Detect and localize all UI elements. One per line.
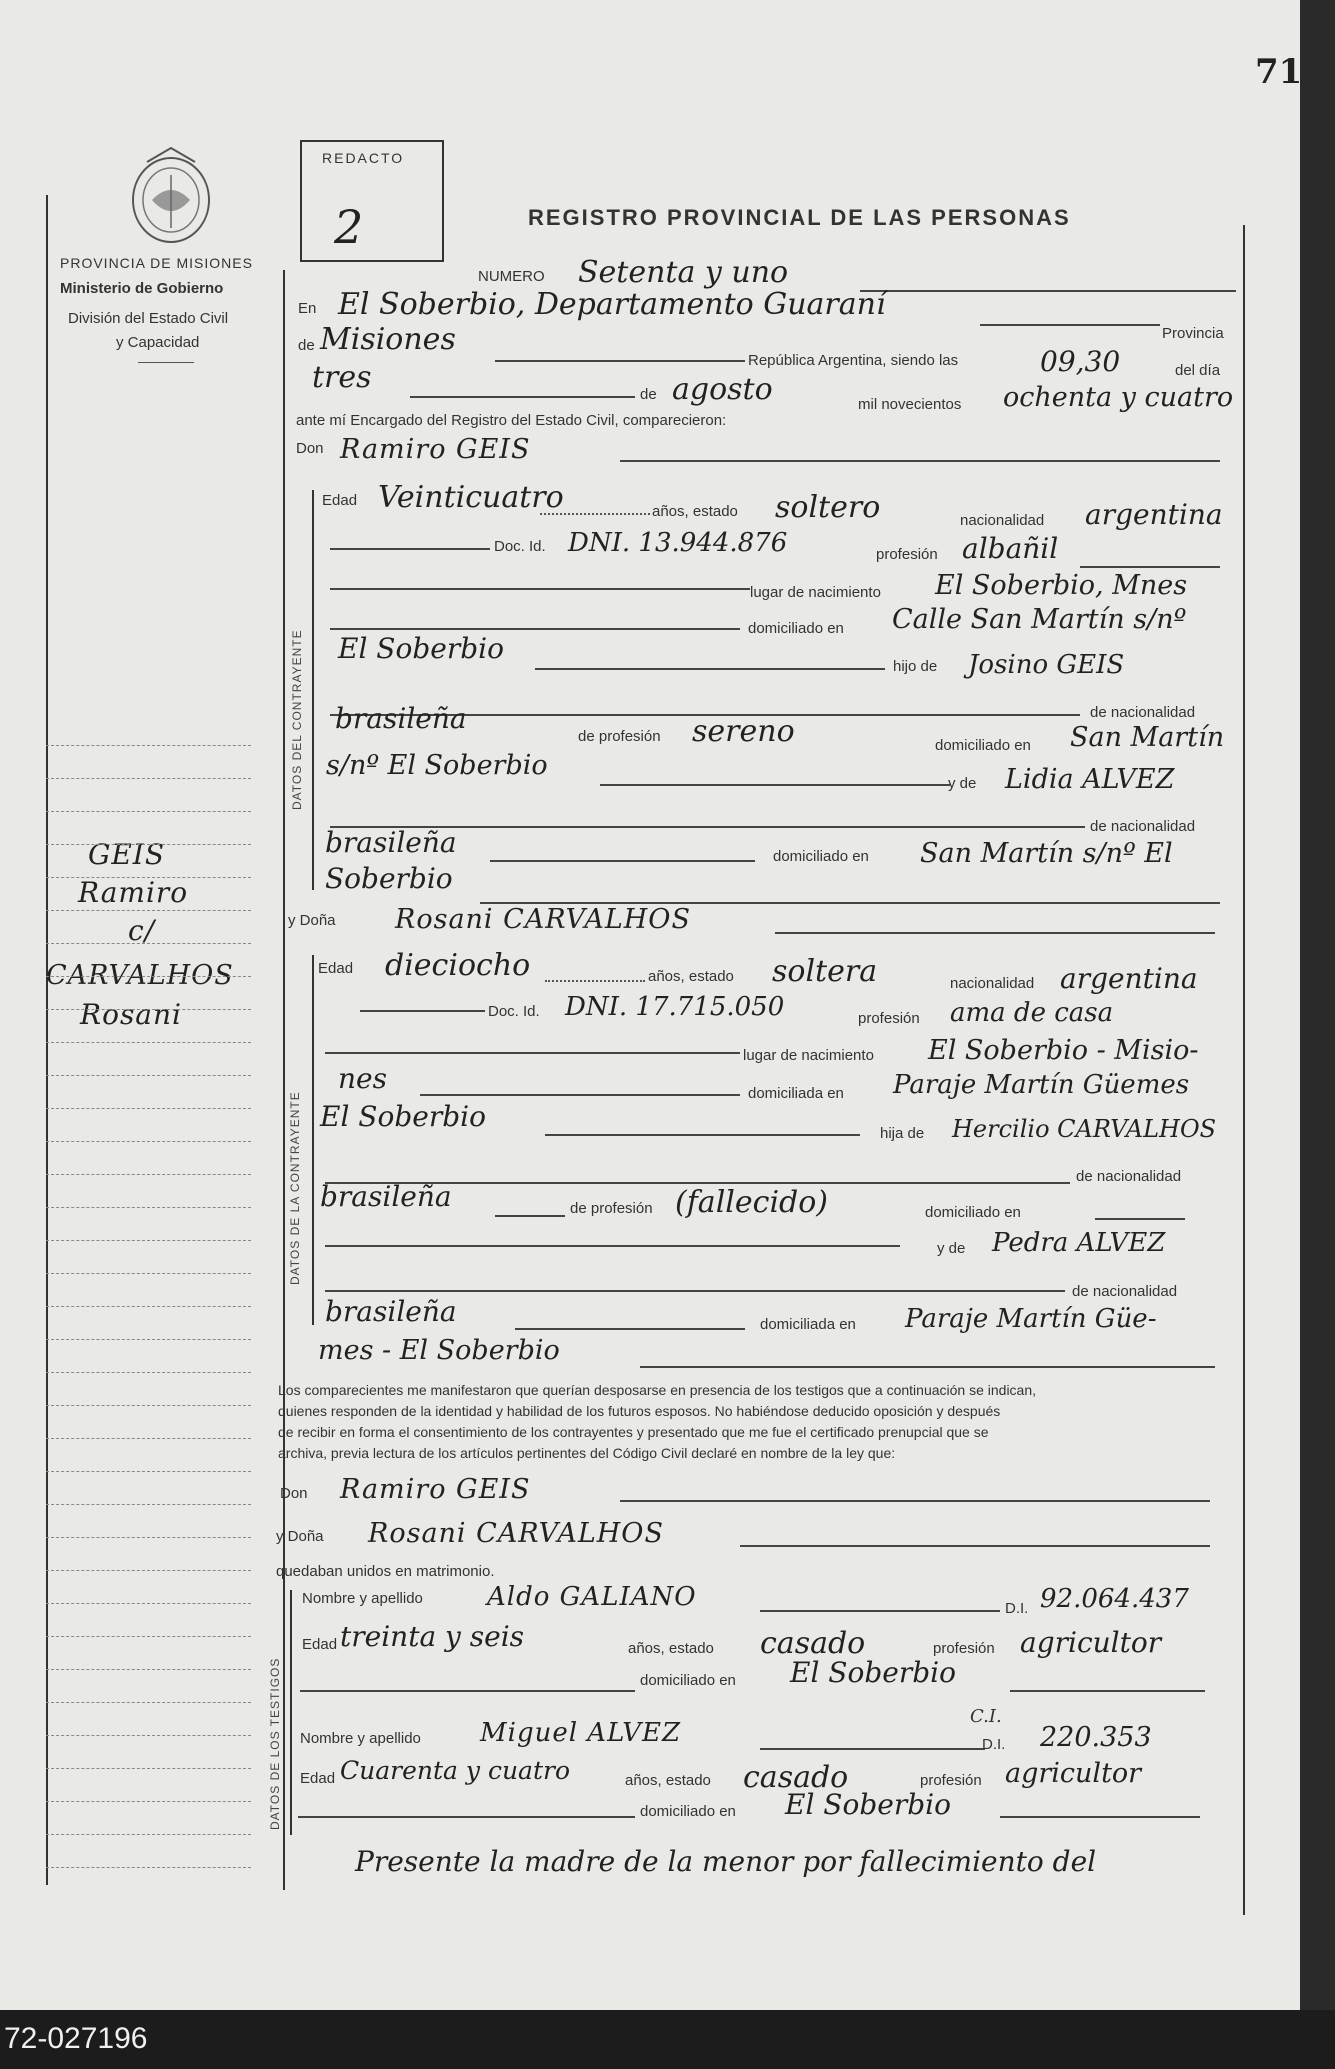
anio-value: ochenta y cuatro — [1003, 382, 1234, 413]
f-lugar-label: lugar de nacimiento — [743, 1047, 874, 1064]
scan-id: 72-027196 — [4, 2022, 148, 2055]
t2-domicilio-label: domiciliado en — [640, 1803, 736, 1820]
contrayente-nacionalidad: argentina — [1085, 498, 1223, 531]
outer-left-line — [46, 195, 48, 1885]
contrayente-f-edad: dieciocho — [385, 948, 531, 983]
page-number: 71 — [1255, 52, 1303, 92]
contrayente-lugar: El Soberbio, Mnes — [935, 570, 1188, 601]
division-label-2: y Capacidad — [116, 334, 200, 351]
contrayente-f-padre-prof: (fallecido) — [675, 1185, 829, 1220]
contrayente-f-domicilio-2: El Soberbio — [320, 1100, 486, 1133]
province-label: PROVINCIA DE MISIONES — [60, 255, 253, 271]
declaracion-dona-label: y Doña — [276, 1528, 324, 1545]
f-profesion-label: profesión — [858, 1010, 920, 1027]
contrayente-padre-dom-1: San Martín — [1070, 722, 1225, 753]
header-underline — [138, 362, 194, 363]
margin-ruled-line — [46, 1207, 251, 1208]
contrayente-f-madre-dom-2: mes - El Soberbio — [318, 1335, 560, 1366]
f-edad-label: Edad — [318, 960, 354, 977]
margin-ruled-line — [46, 910, 251, 911]
numero-label: NUMERO — [478, 268, 545, 285]
testigo-1-edad: treinta y seis — [340, 1620, 525, 1653]
declaracion-don: Ramiro GEIS — [340, 1474, 531, 1505]
de-nacionalidad-2-label: de nacionalidad — [1090, 818, 1196, 835]
testigo-1-estado: casado — [760, 1626, 866, 1661]
t1-domicilio-label: domiciliado en — [640, 1672, 736, 1689]
t2-edad-label: Edad — [300, 1770, 336, 1787]
declaracion-dona: Rosani CARVALHOS — [368, 1518, 664, 1549]
margin-ruled-line — [46, 1438, 251, 1439]
contrayente-nombre: Ramiro GEIS — [340, 434, 531, 465]
t1-di-label: D.I. — [1005, 1600, 1029, 1617]
lugar-registro: El Soberbio, Departamento Guaraní — [338, 287, 886, 322]
division-label-1: División del Estado Civil — [68, 310, 229, 327]
y-de-label: y de — [948, 775, 977, 792]
margin-ruled-line — [46, 1669, 251, 1670]
contrayente-f-madre: Pedra ALVEZ — [992, 1228, 1166, 1258]
margin-ruled-line — [46, 943, 251, 944]
document-title: REGISTRO PROVINCIAL DE LAS PERSONAS — [528, 205, 1071, 230]
margin-ruled-line — [46, 877, 251, 878]
testigo-1-di: 92.064.437 — [1040, 1584, 1189, 1614]
margin-ruled-line — [46, 811, 251, 812]
contrayente-f-lugar-2: nes — [338, 1062, 387, 1095]
margin-ruled-line — [46, 1702, 251, 1703]
margin-note-line-3: c/ — [128, 914, 156, 947]
de-profesion-label: de profesión — [578, 728, 661, 745]
margin-ruled-line — [46, 1768, 251, 1769]
testigos-section-label: DATOS DE LOS TESTIGOS — [268, 1657, 282, 1830]
margin-ruled-line — [46, 1570, 251, 1571]
contrayente-domicilio-2: El Soberbio — [338, 632, 504, 665]
contrayente-f-doc: DNI. 17.715.050 — [565, 992, 785, 1022]
y-dona-label: y Doña — [288, 912, 336, 929]
margin-ruled-line — [46, 745, 251, 746]
contrayente-f-domicilio-1: Paraje Martín Güemes — [893, 1070, 1190, 1100]
provincia-label: Provincia — [1162, 325, 1224, 342]
declaracion-linea-2: quienes responden de la identidad y habilidad de los futuros esposos. No habiéndose deducido oposición y después — [278, 1403, 1001, 1419]
contrayente-profesion: albañil — [962, 532, 1059, 565]
margin-ruled-line — [46, 1801, 251, 1802]
margin-ruled-line — [46, 1471, 251, 1472]
margin-ruled-line — [46, 1339, 251, 1340]
dia-value: tres — [312, 360, 372, 395]
margin-note-line-5: Rosani — [80, 998, 182, 1031]
contrayente-f-bracket — [312, 955, 314, 1325]
contrayente-padre-prof: sereno — [692, 714, 795, 749]
f-de-nacionalidad-label: de nacionalidad — [1076, 1168, 1182, 1185]
contrayente-f-lugar-1: El Soberbio - Misio- — [928, 1035, 1199, 1066]
margin-ruled-line — [46, 1504, 251, 1505]
frame-left-line — [283, 270, 285, 1890]
doc-label: Doc. Id. — [494, 538, 546, 555]
hija-label: hija de — [880, 1125, 925, 1142]
contrayente-padre-nac: brasileña — [335, 702, 467, 735]
contrayente-section-label: DATOS DEL CONTRAYENTE — [290, 629, 304, 810]
de-label: de — [298, 337, 315, 354]
declaracion-linea-1: Los comparecientes me manifestaron que querían desposarse en presencia de los testigos que a continuación se indican, — [278, 1382, 1037, 1398]
margin-note-line-4: CARVALHOS — [46, 960, 234, 991]
margin-ruled-line — [46, 1075, 251, 1076]
f-de-profesion-label: de profesión — [570, 1200, 653, 1217]
hijo-label: hijo de — [893, 658, 938, 675]
margin-ruled-line — [46, 1174, 251, 1175]
margin-ruled-line — [46, 1372, 251, 1373]
t1-anios-label: años, estado — [628, 1640, 714, 1657]
ministry-label: Ministerio de Gobierno — [60, 280, 224, 297]
f-doc-label: Doc. Id. — [488, 1003, 540, 1020]
contrayente-f-profesion: ama de casa — [950, 998, 1114, 1028]
redacto-value: 2 — [334, 200, 364, 254]
del-dia-label: del día — [1175, 362, 1221, 379]
contrayente-f-madre-nac: brasileña — [325, 1295, 457, 1328]
testigo-2-estado: casado — [743, 1760, 849, 1795]
margin-ruled-line — [46, 976, 251, 977]
domiciliado-label: domiciliado en — [935, 737, 1031, 754]
frame-right-line — [1243, 225, 1245, 1915]
margin-ruled-line — [46, 1240, 251, 1241]
f-domiciliado-label: domiciliado en — [925, 1204, 1021, 1221]
provincia-value: Misiones — [320, 322, 456, 357]
f-de-nacionalidad-2-label: de nacionalidad — [1072, 1283, 1178, 1300]
contrayente-f-nombre: Rosani CARVALHOS — [395, 904, 691, 935]
contrayente-edad: Veinticuatro — [378, 480, 564, 515]
contrayente-doc: DNI. 13.944.876 — [568, 528, 788, 558]
contrayente-f-nacionalidad: argentina — [1060, 962, 1198, 995]
testigo-1-profesion: agricultor — [1020, 1626, 1162, 1659]
profesion-label: profesión — [876, 546, 938, 563]
contrayente-madre: Lidia ALVEZ — [1005, 764, 1175, 795]
contrayente-bracket — [312, 490, 314, 890]
don-label: Don — [296, 440, 324, 457]
declaracion-don-label: Don — [280, 1485, 308, 1502]
declaracion-linea-4: archiva, previa lectura de los artículos pertinentes del Código Civil declaré en nombre de la ley que: — [278, 1445, 896, 1461]
margin-ruled-line — [46, 778, 251, 779]
contrayente-f-section-label: DATOS DE LA CONTRAYENTE — [288, 1091, 302, 1285]
t1-profesion-label: profesión — [933, 1640, 995, 1657]
ante-label: ante mí Encargado del Registro del Estado Civil, comparecieron: — [296, 412, 727, 429]
redacto-label: REDACTO — [322, 150, 405, 166]
margin-ruled-line — [46, 1141, 251, 1142]
contrayente-padre-dom-2: s/nº El Soberbio — [326, 750, 548, 781]
book-edge — [1300, 0, 1335, 2020]
contrayente-f-padre-nac: brasileña — [320, 1180, 452, 1213]
t2-nombre-label: Nombre y apellido — [300, 1730, 421, 1747]
f-y-de-label: y de — [937, 1240, 966, 1257]
edad-label: Edad — [322, 492, 358, 509]
t2-di-label: D.I. — [982, 1736, 1006, 1753]
margin-ruled-line — [46, 1108, 251, 1109]
f-anios-label: años, estado — [648, 968, 734, 985]
t1-edad-label: Edad — [302, 1636, 338, 1653]
republica-label: República Argentina, siendo las — [748, 352, 959, 369]
hora-value: 09,30 — [1040, 345, 1121, 378]
margin-ruled-line — [46, 1009, 251, 1010]
de-nacionalidad-label: de nacionalidad — [1090, 704, 1196, 721]
testigos-bracket — [290, 1590, 292, 1835]
margin-ruled-line — [46, 1867, 251, 1868]
testigo-2-nombre: Miguel ALVEZ — [480, 1718, 682, 1748]
anios-label: años, estado — [652, 503, 738, 520]
t2-anios-label: años, estado — [625, 1772, 711, 1789]
contrayente-f-madre-dom-1: Paraje Martín Güe- — [905, 1304, 1157, 1334]
t2-profesion-label: profesión — [920, 1772, 982, 1789]
nacionalidad-label: nacionalidad — [960, 512, 1045, 529]
f-madre-domiciliada-label: domiciliada en — [760, 1316, 856, 1333]
margin-ruled-line — [46, 1306, 251, 1307]
contrayente-padre: Josino GEIS — [968, 650, 1125, 680]
testigo-1-nombre: Aldo GALIANO — [487, 1582, 697, 1612]
coat-of-arms-seal — [122, 140, 220, 250]
margin-ruled-line — [46, 1405, 251, 1406]
mil-label: mil novecientos — [858, 396, 962, 413]
madre-domiciliado-label: domiciliado en — [773, 848, 869, 865]
quedaban-label: quedaban unidos en matrimonio. — [276, 1563, 495, 1580]
en-label: En — [298, 300, 317, 317]
contrayente-domicilio-1: Calle San Martín s/nº — [892, 604, 1187, 635]
margin-ruled-line — [46, 1603, 251, 1604]
de-mes-label: de — [640, 386, 657, 403]
margin-ruled-line — [46, 1537, 251, 1538]
nota-marginal: Presente la madre de la menor por fallecimiento del — [355, 1845, 1097, 1878]
t1-nombre-label: Nombre y apellido — [302, 1590, 423, 1607]
numero-value: Setenta y uno — [578, 255, 789, 290]
margin-note-line-2: Ramiro — [78, 876, 189, 909]
domicilio-label: domiciliado en — [748, 620, 844, 637]
f-domicilio-label: domiciliada en — [748, 1085, 844, 1102]
testigo-2-domicilio: El Soberbio — [785, 1788, 951, 1821]
margin-ruled-line — [46, 844, 251, 845]
testigo-2-di: 220.353 — [1040, 1722, 1152, 1753]
margin-ruled-line — [46, 1636, 251, 1637]
testigo-2-ci: C.I. — [970, 1706, 1002, 1727]
margin-ruled-line — [46, 1735, 251, 1736]
scanner-footer-bar — [0, 2010, 1335, 2069]
testigo-1-domicilio: El Soberbio — [790, 1656, 956, 1689]
testigo-2-edad: Cuarenta y cuatro — [340, 1756, 571, 1785]
margin-ruled-line — [46, 1273, 251, 1274]
contrayente-estado: soltero — [775, 490, 881, 525]
f-nacionalidad-label: nacionalidad — [950, 975, 1035, 992]
margin-ruled-line — [46, 1834, 251, 1835]
contrayente-madre-nac: brasileña — [325, 826, 457, 859]
contrayente-f-padre: Hercilio CARVALHOS — [952, 1115, 1217, 1143]
contrayente-madre-dom-2: Soberbio — [325, 862, 453, 895]
contrayente-madre-dom: San Martín s/nº El — [920, 838, 1173, 869]
lugar-label: lugar de nacimiento — [750, 584, 881, 601]
mes-value: agosto — [672, 372, 773, 407]
testigo-2-profesion: agricultor — [1005, 1758, 1142, 1789]
margin-note-line-1: GEIS — [88, 838, 166, 871]
contrayente-f-estado: soltera — [772, 954, 878, 989]
margin-ruled-line — [46, 1042, 251, 1043]
declaracion-linea-3: de recibir en forma el consentimiento de los contrayentes y presentado que me fue el certificado prenupcial que se — [278, 1424, 989, 1440]
